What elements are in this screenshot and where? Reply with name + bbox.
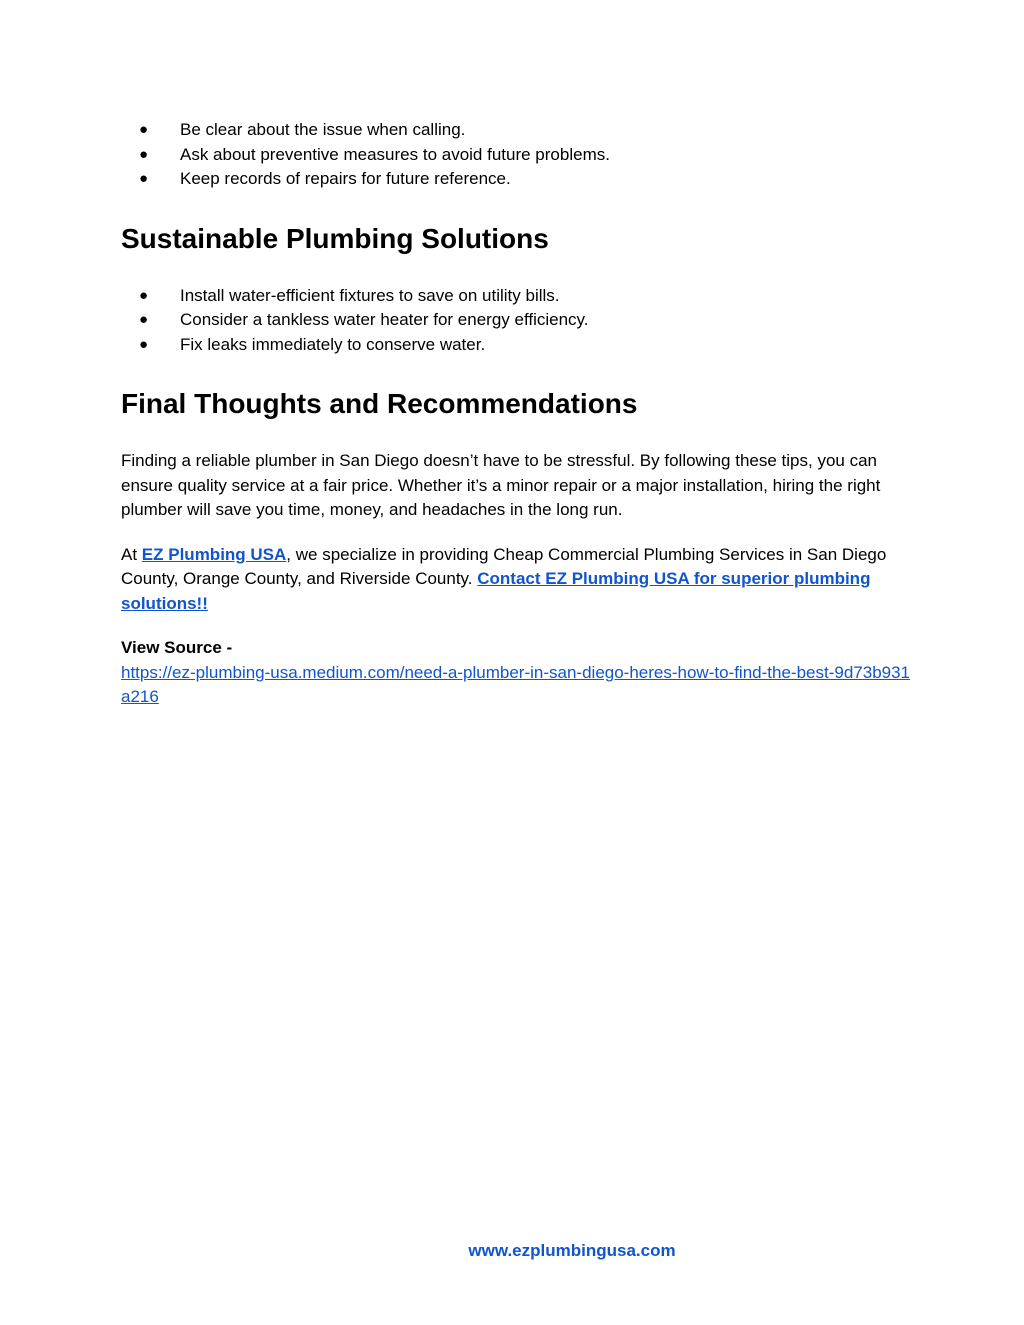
bullet-icon: ● bbox=[139, 145, 149, 163]
bullet-icon: ● bbox=[139, 121, 149, 138]
sustainable-heading: Sustainable Plumbing Solutions bbox=[121, 222, 549, 254]
company-link[interactable]: EZ Plumbing USA bbox=[141, 544, 287, 564]
list-item: ● Ask about preventive measures to avoid future problems. bbox=[121, 143, 911, 168]
list-item: ● Fix leaks immediately to conserve water. bbox=[121, 333, 911, 358]
list-item: ● Install water-efficient fixtures to save on utility bills. bbox=[121, 284, 911, 309]
tips-list bbox=[121, 118, 911, 192]
document-page bbox=[121, 118, 911, 710]
footer-website[interactable]: www.ezplumbingusa.com bbox=[468, 1241, 676, 1260]
bullet-icon: ● bbox=[139, 335, 149, 353]
bullet-icon: ● bbox=[139, 170, 149, 187]
final-paragraph: Finding a reliable plumber in San Diego doesn’t have to be stressful. By following these tips, you can ensure quality service at a fair price. Whether it’s a minor repair or a major installation, hiring the right plumber will save you time, money, and headaches in the long run. bbox=[121, 451, 881, 519]
contact-link[interactable]: Contact EZ Plumbing USA for superior plumbing solutions!! bbox=[121, 569, 871, 613]
sustainable-list bbox=[121, 284, 911, 358]
view-source bbox=[121, 636, 911, 710]
bullet-icon: ● bbox=[139, 286, 149, 304]
source-url-link[interactable]: https://ez-plumbing-usa.medium.com/need-a-plumber-in-san-diego-heres-how-to-find-the-best-9d73b931a216 bbox=[121, 662, 911, 706]
bullet-icon: ● bbox=[139, 311, 149, 328]
source-label: View Source - bbox=[121, 638, 233, 657]
final-heading: Final Thoughts and Recommendations bbox=[121, 388, 638, 419]
company-paragraph: At EZ Plumbing USA, we specialize in providing Cheap Commercial Plumbing Services in San Diego County, Orange County, and Riverside County. Contact EZ Plumbing USA for superior plumbing solutions!! bbox=[121, 544, 887, 613]
list-item: ● Keep records of repairs for future reference. bbox=[121, 167, 911, 192]
list-item: ● Consider a tankless water heater for energy efficiency. bbox=[121, 308, 911, 333]
list-item: ● Be clear about the issue when calling. bbox=[121, 118, 911, 143]
